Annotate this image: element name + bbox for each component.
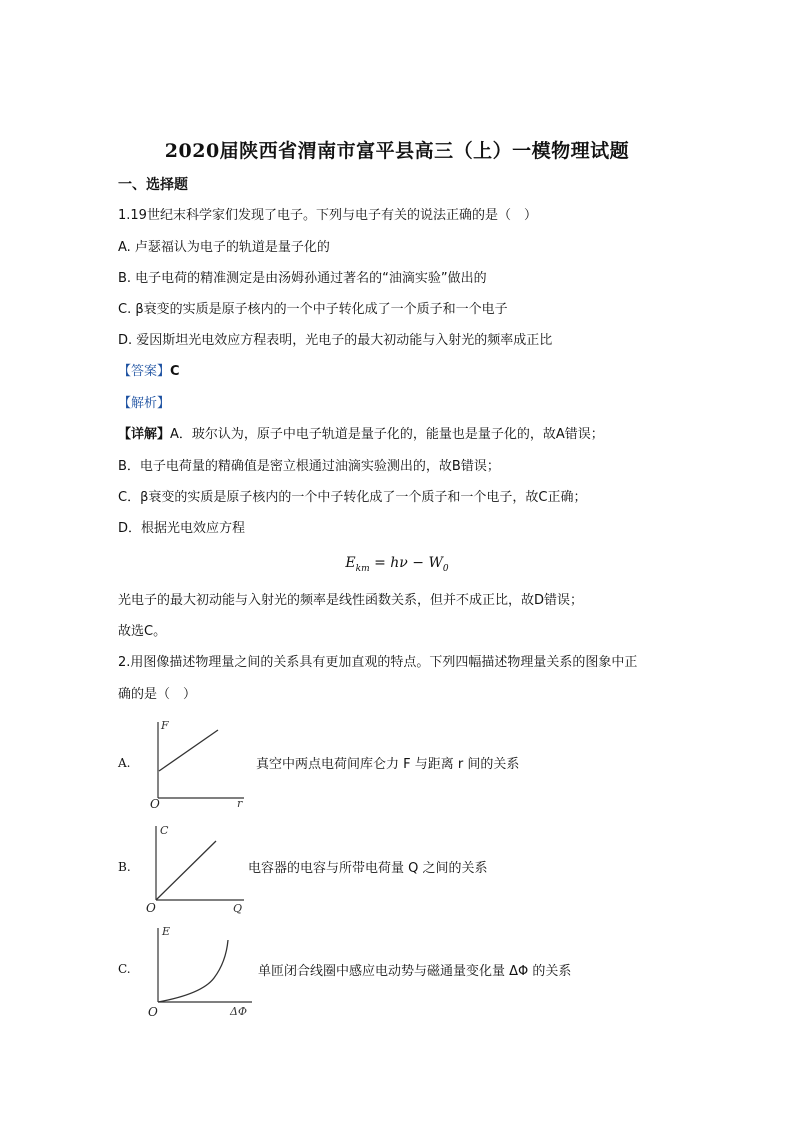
q2-option-a-graph xyxy=(144,716,254,808)
page-title: 2020届陕西省渭南市富平县高三（上）一模物理试题 xyxy=(164,140,630,162)
detail-choice: 故选C。 xyxy=(118,624,167,639)
detail-line-a xyxy=(118,426,604,444)
q2-c-origin: O xyxy=(148,1005,158,1018)
question-1-option-a: A. 卢瑟福认为电子的轨道是量子化的 xyxy=(118,240,330,255)
question-1-option-c: C. β衰变的实质是原子核内的一个中子转化成了一个质子和一个电子 xyxy=(118,302,508,317)
detail-tag: 【详解】 xyxy=(118,427,171,442)
question-1-stem: 1.19世纪末科学家们发现了电子。下列与电子有关的说法正确的是（ ） xyxy=(118,208,537,223)
q2-b-origin: O xyxy=(146,901,156,914)
question-1-option-b: B. 电子电荷的精准测定是由汤姆孙通过著名的“油滴实验”做出的 xyxy=(118,271,487,286)
q2-option-b-letter: B. xyxy=(118,860,131,874)
detail-line-b: B．电子电荷量的精确值是密立根通过油滴实验测出的，故B错误； xyxy=(118,459,500,474)
detail-line-c: C．β衰变的实质是原子核内的一个中子转化成了一个质子和一个电子，故C正确； xyxy=(118,490,587,505)
question-2-stem-line-2: 确的是（ ） xyxy=(118,687,197,702)
question-2-stem-line-1: 2.用图像描述物理量之间的关系具有更加直观的特点。下列四幅描述物理量关系的图象中正 xyxy=(118,655,638,670)
q2-option-c-description: 单匝闭合线圈中感应电动势与磁通量变化量 ΔΦ 的关系 xyxy=(258,964,572,979)
analysis-tag: 【解析】 xyxy=(118,396,171,411)
question-1-option-d: D. 爱因斯坦光电效应方程表明，光电子的最大初动能与入射光的频率成正比 xyxy=(118,333,553,348)
q2-option-c-graph xyxy=(144,922,260,1018)
detail-line-d: D．根据光电效应方程 xyxy=(118,521,246,536)
q2-option-b-graph xyxy=(144,820,254,914)
section-heading: 一、选择题 xyxy=(118,177,188,193)
q2-option-a-letter: A. xyxy=(118,756,131,770)
q2-option-c-letter: C. xyxy=(118,962,131,976)
answer-tag: 【答案】 xyxy=(118,364,171,379)
q2-a-origin: O xyxy=(150,797,160,808)
q2-a-y-label: F xyxy=(161,719,169,732)
q2-c-x-label: ΔΦ xyxy=(230,1005,247,1018)
detail-text-a: A．玻尔认为，原子中电子轨道是量子化的，能量也是量子化的，故A错误； xyxy=(170,427,604,442)
q2-c-y-label: E xyxy=(162,925,171,938)
q2-option-b-description: 电容器的电容与所带电荷量 Q 之间的关系 xyxy=(248,861,488,876)
q2-option-a-description: 真空中两点电荷间库仑力 F 与距离 r 间的关系 xyxy=(256,757,520,772)
q2-a-x-label: r xyxy=(237,797,243,808)
answer-line xyxy=(118,363,180,381)
q2-b-x-label: Q xyxy=(233,902,243,914)
q2-b-y-label: C xyxy=(160,824,169,837)
photoelectric-formula: $E_{km} = h\nu - W_0$ xyxy=(345,555,449,574)
detail-conclusion: 光电子的最大初动能与入射光的频率是线性函数关系，但并不成正比，故D错误； xyxy=(118,593,584,608)
answer-value: C xyxy=(170,364,180,379)
